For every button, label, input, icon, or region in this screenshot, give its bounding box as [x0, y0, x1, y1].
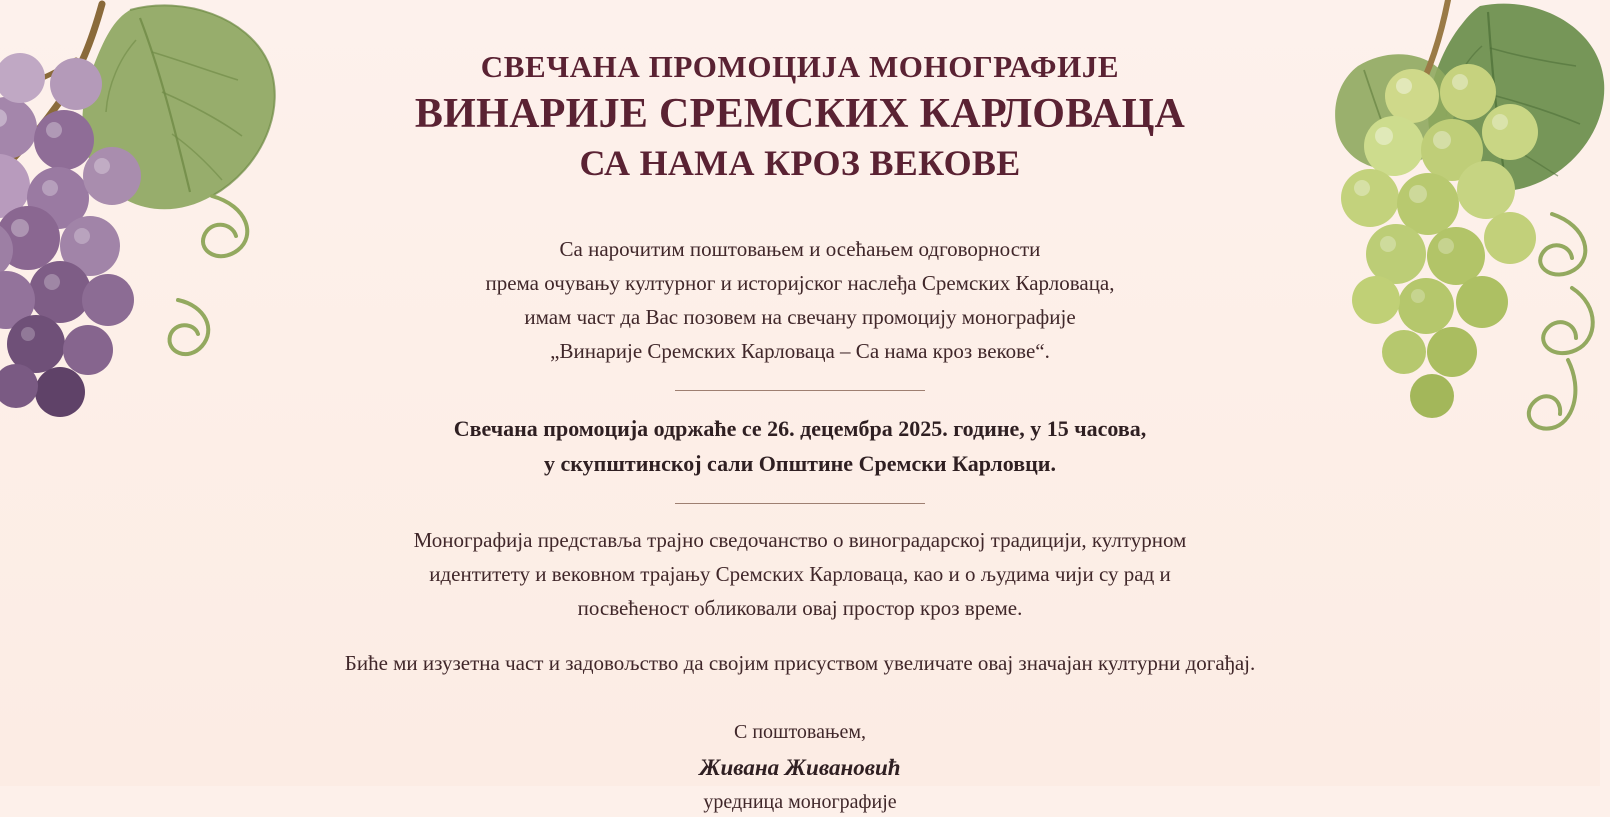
divider-bottom	[675, 503, 925, 504]
signature-role: уредница монографије	[703, 791, 897, 814]
honor-paragraph: Биће ми изузетна част и задовољство да својим присуством увеличате овај значајан културни догађај.	[344, 651, 1256, 676]
intro-line-3: имам част да Вас позовем на свечану промоцију монографије	[524, 304, 1076, 329]
intro-line-1: Са нарочитим поштовањем и осећањем одговорности	[559, 236, 1041, 261]
invitation-content	[250, 48, 1350, 817]
description-paragraph	[320, 524, 1280, 625]
signature-name: Живана Живановић	[699, 754, 901, 780]
description-line-3: посвећеност обликовали овај простор кроз време.	[577, 595, 1023, 620]
intro-line-2: према очувању културног и историјског наслеђа Сремских Карловаца,	[485, 270, 1115, 295]
intro-line-4: „Винарије Сремских Карловаца – Са нама кроз векове“.	[550, 338, 1050, 363]
title-line-3: СА НАМА КРОЗ ВЕКОВЕ	[579, 142, 1021, 183]
title-line-1: СВЕЧАНА ПРОМОЦИЈА МОНОГРАФИЈЕ	[480, 49, 1120, 84]
intro-paragraph	[385, 232, 1215, 368]
signature	[250, 717, 1350, 817]
signature-regards: С поштовањем,	[734, 720, 866, 743]
divider-top	[675, 390, 925, 391]
description-line-1: Монографија представља трајно сведочанство о виноградарској традицији, културном	[413, 528, 1187, 553]
event-line-2: у скупштинској сали Општине Сремски Карловци.	[544, 451, 1056, 477]
title-line-2: ВИНАРИЈЕ СРЕМСКИХ КАРЛОВАЦА	[414, 90, 1186, 137]
page-title	[250, 48, 1350, 186]
event-line-1: Свечана промоција одржаће се 26. децембра 2025. године, у 15 часова,	[453, 415, 1147, 441]
description-line-2: идентитету и вековном трајању Сремских Карловаца, као и о људима чији су рад и	[429, 561, 1171, 586]
event-details	[320, 411, 1280, 481]
